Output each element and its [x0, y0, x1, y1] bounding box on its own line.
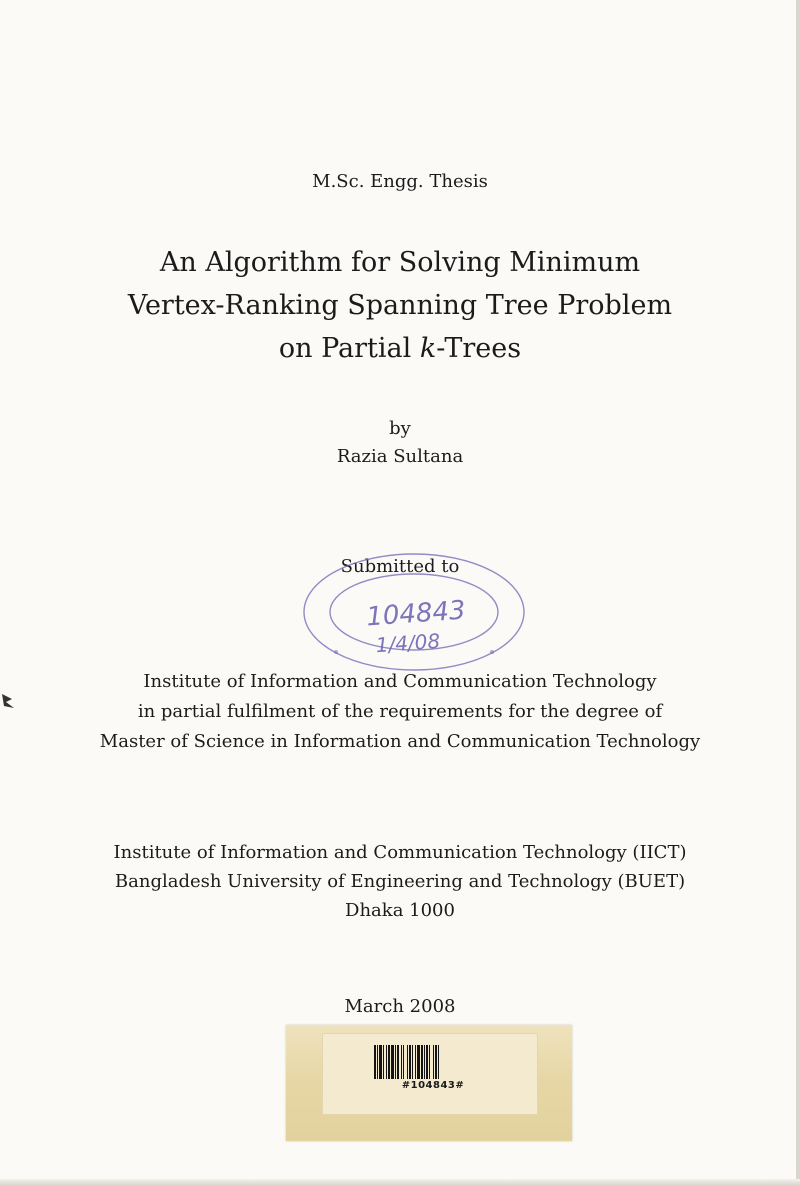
barcode-bar: [407, 1045, 408, 1079]
title-line-2: Vertex-Ranking Spanning Tree Problem: [127, 290, 673, 321]
barcode-bar: [388, 1045, 390, 1079]
institution-address: [0, 838, 800, 925]
accession-date: 1/4/08: [374, 628, 441, 658]
accession-number: 104843: [365, 595, 467, 633]
binding-mark-icon: [0, 690, 20, 712]
barcode-bar: [435, 1045, 437, 1079]
barcode-bar: [421, 1045, 423, 1079]
author-name: Razia Sultana: [336, 446, 464, 467]
title-line-3-suffix: -Trees: [436, 333, 522, 364]
barcode-bar: [433, 1045, 434, 1079]
address-line-1: Institute of Information and Communication Technology (IICT): [113, 842, 687, 863]
barcode-number: #104843#: [401, 1080, 465, 1091]
barcode-bar: [438, 1045, 439, 1079]
title-line-3-prefix: on Partial: [278, 333, 420, 364]
title-line-3-italic: k: [419, 333, 437, 364]
barcode-bar: [401, 1045, 402, 1079]
title-line-3: [0, 327, 800, 370]
submission-line-2: in partial fulfilment of the requirements for the degree of: [137, 701, 663, 722]
barcode-bar: [374, 1045, 376, 1079]
degree-line: M.Sc. Engg. Thesis: [312, 171, 488, 192]
barcode-bar: [415, 1045, 416, 1079]
submission-line-3: Master of Science in Information and Communication Technology: [99, 731, 701, 752]
barcode-bar: [379, 1045, 382, 1079]
barcode-bar: [412, 1045, 413, 1079]
library-accession-stamp: [300, 548, 528, 676]
address-line-2: Bangladesh University of Engineering and Technology (BUET): [114, 871, 686, 892]
thesis-title: [0, 241, 800, 370]
barcode-bar: [391, 1045, 394, 1079]
barcode-bar: [383, 1045, 384, 1079]
submission-date: March 2008: [344, 996, 456, 1017]
barcode-bar: [403, 1045, 404, 1079]
address-line-3: Dhaka 1000: [345, 900, 455, 921]
barcode-bar: [424, 1045, 425, 1079]
submission-line-1: Institute of Information and Communication Technology: [143, 671, 657, 692]
by-label: by: [389, 418, 411, 439]
barcode-bar: [377, 1045, 378, 1079]
barcode-icon: [372, 1045, 494, 1081]
barcode-bar: [395, 1045, 396, 1079]
submission-statement: [0, 667, 800, 757]
barcode-bar: [409, 1045, 411, 1079]
barcode-bar: [429, 1045, 430, 1079]
barcode-bar: [397, 1045, 399, 1079]
barcode-bar: [417, 1045, 420, 1079]
submitted-to-label: Submitted to: [340, 556, 460, 577]
title-line-1: An Algorithm for Solving Minimum: [159, 247, 641, 278]
barcode-label: [286, 1025, 572, 1141]
barcode-bar: [426, 1045, 428, 1079]
barcode-bar: [386, 1045, 387, 1079]
